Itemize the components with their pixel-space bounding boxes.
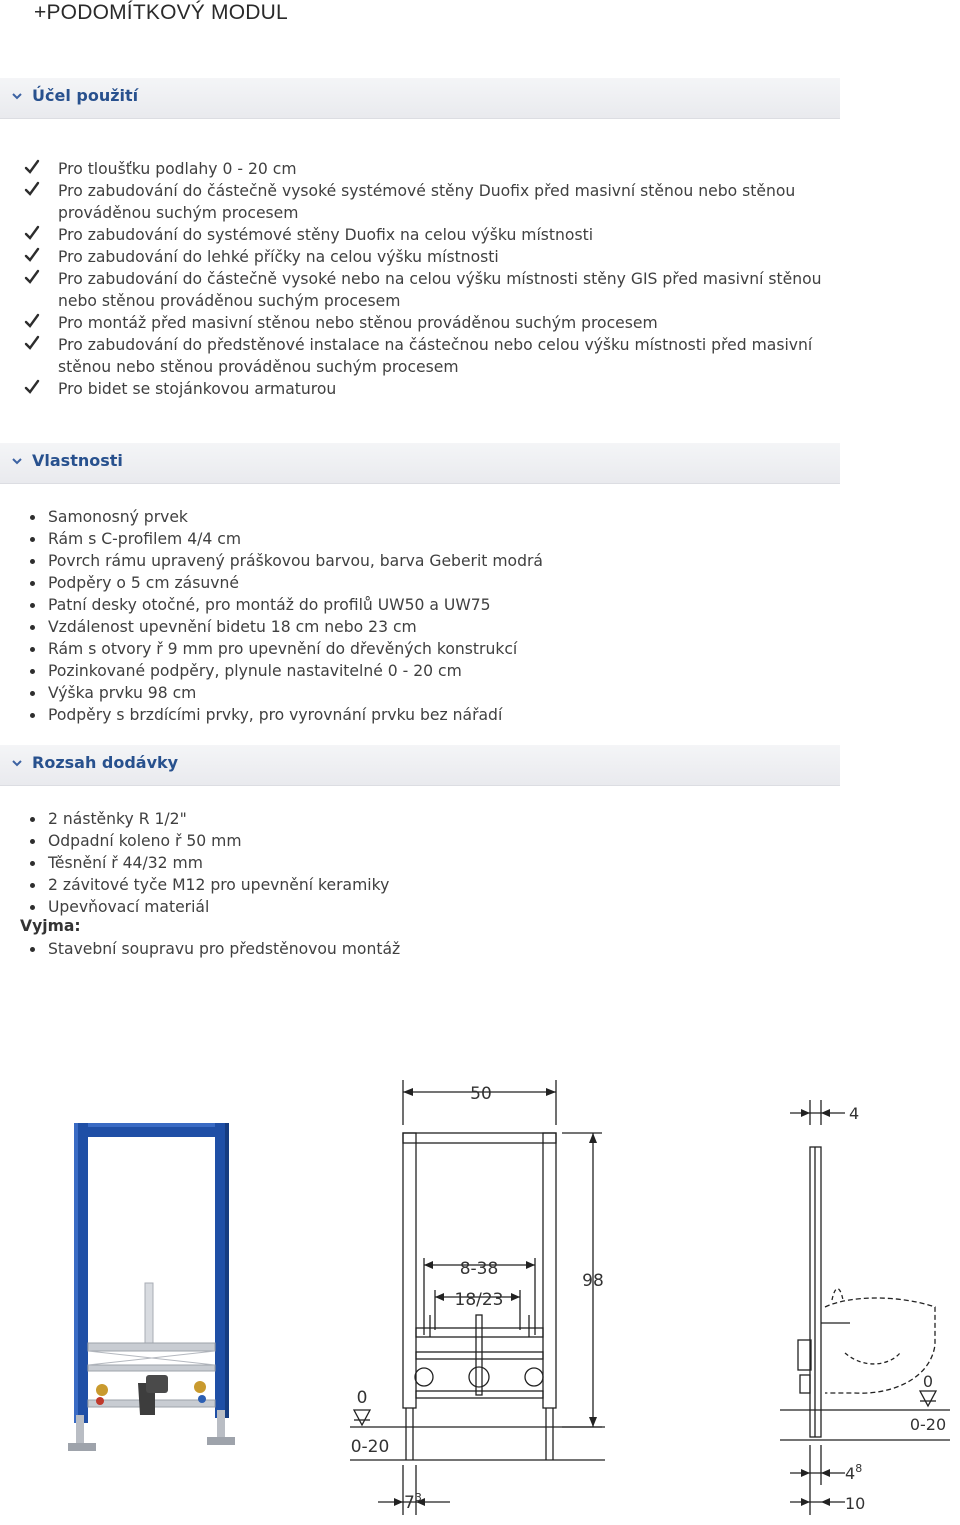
exclusion-label: Vyjma: (20, 917, 81, 935)
section-header-rozsah[interactable] (0, 745, 840, 786)
side-floor-zero-label: 0 (922, 1372, 934, 1391)
front-technical-drawing (340, 1075, 620, 1520)
list-item: Povrch rámu upravený práškovou barvou, barva Geberit modrá (0, 550, 543, 572)
chevron-down-icon (12, 758, 22, 768)
section-title: Vlastnosti (32, 451, 123, 470)
checkmark-icon (24, 181, 40, 197)
usage-checklist (0, 158, 838, 400)
list-item: Podpěry s brzdícími prvky, pro vyrovnání prvku bez nářadí (0, 704, 543, 726)
chevron-down-icon (12, 91, 22, 101)
floor-zero-label: 0 (356, 1388, 368, 1408)
list-item: Výška prvku 98 cm (0, 682, 543, 704)
list-item: Pozinkované podpěry, plynule nastavitelné 0 - 20 cm (0, 660, 543, 682)
checklist-item (0, 224, 838, 246)
checklist-item (0, 378, 838, 400)
foot-dim-label: $7^3$ (404, 1491, 422, 1513)
checklist-item-text: stěnou nebo stěnou prováděnou suchým procesem (58, 358, 459, 376)
checkmark-icon (24, 159, 40, 175)
checklist-item-text: Pro zabudování do předstěnové instalace na částečnou nebo celou výšku místnosti před masivní (58, 336, 813, 354)
list-item: 2 závitové tyče M12 pro upevnění keramiky (0, 874, 389, 896)
section-header-ucel[interactable] (0, 78, 840, 119)
side-floor-range-label: 0-20 (909, 1415, 947, 1434)
section-header-vlastnosti[interactable] (0, 443, 840, 484)
checkmark-icon (24, 335, 40, 351)
delivery-list (0, 808, 389, 918)
checklist-item-text: Pro zabudování do systémové stěny Duofix na celou výšku místnosti (58, 226, 594, 244)
dim-width-label: 50 (470, 1084, 492, 1104)
checklist-item-text: Pro bidet se stojánkovou armaturou (58, 380, 337, 398)
list-item: Vzdálenost upevnění bidetu 18 cm nebo 23 cm (0, 616, 543, 638)
product-frame-image (60, 1115, 250, 1465)
checkmark-icon (24, 225, 40, 241)
list-item: Samonosný prvek (0, 506, 543, 528)
checklist-item-text: nebo stěnou prováděnou suchým procesem (58, 292, 401, 310)
floor-range-label: 0-20 (350, 1437, 390, 1457)
dim-span-label: 8-38 (459, 1259, 499, 1279)
properties-list (0, 506, 543, 726)
list-item: Odpadní koleno ř 50 mm (0, 830, 389, 852)
checkmark-icon (24, 379, 40, 395)
checklist-item (0, 158, 838, 180)
checklist-item (0, 246, 838, 268)
checklist-item-text: Pro zabudování do částečně vysoké nebo na celou výšku místnosti stěny GIS před masivní stěnou (58, 270, 822, 288)
checklist-item (0, 268, 838, 312)
checklist-item-text: Pro montáž před masivní stěnou nebo stěnou prováděnou suchým procesem (58, 314, 658, 332)
page-title: +PODOMÍTKOVÝ MODUL (34, 1, 288, 24)
checklist-item-text: Pro tloušťku podlahy 0 - 20 cm (58, 160, 297, 178)
checklist-item-text: prováděnou suchým procesem (58, 204, 299, 222)
checkmark-icon (24, 313, 40, 329)
list-item: Stavební soupravu pro předstěnovou montáž (0, 938, 400, 960)
list-item: 2 nástěnky R 1/2" (0, 808, 389, 830)
checkmark-icon (24, 247, 40, 263)
list-item: Těsnění ř 44/32 mm (0, 852, 389, 874)
dim-mount-label: 18/23 (454, 1290, 504, 1310)
list-item: Rám s otvory ř 9 mm pro upevnění do dřevěných konstrukcí (0, 638, 543, 660)
list-item: Podpěry o 5 cm zásuvné (0, 572, 543, 594)
chevron-down-icon (12, 456, 22, 466)
checklist-item (0, 312, 838, 334)
list-item: Rám s C-profilem 4/4 cm (0, 528, 543, 550)
side-bottom-label: $4^8$ (845, 1462, 863, 1483)
dim-height-label: 98 (582, 1271, 604, 1291)
checklist-item-text: Pro zabudování do částečně vysoké systémové stěny Duofix před masivní stěnou nebo stěnou (58, 182, 796, 200)
list-item: Upevňovací materiál (0, 896, 389, 918)
exclusion-list (0, 938, 400, 960)
checklist-item (0, 334, 838, 378)
list-item: Patní desky otočné, pro montáž do profilů UW50 a UW75 (0, 594, 543, 616)
side-technical-drawing (770, 1095, 955, 1520)
checklist-item (0, 180, 838, 224)
side-top-label: 4 (849, 1104, 860, 1123)
section-title: Rozsah dodávky (32, 753, 179, 772)
section-title: Účel použití (32, 86, 139, 105)
checkmark-icon (24, 269, 40, 285)
side-bottom-label-2: 10 (845, 1494, 866, 1513)
checklist-item-text: Pro zabudování do lehké příčky na celou výšku místnosti (58, 248, 499, 266)
